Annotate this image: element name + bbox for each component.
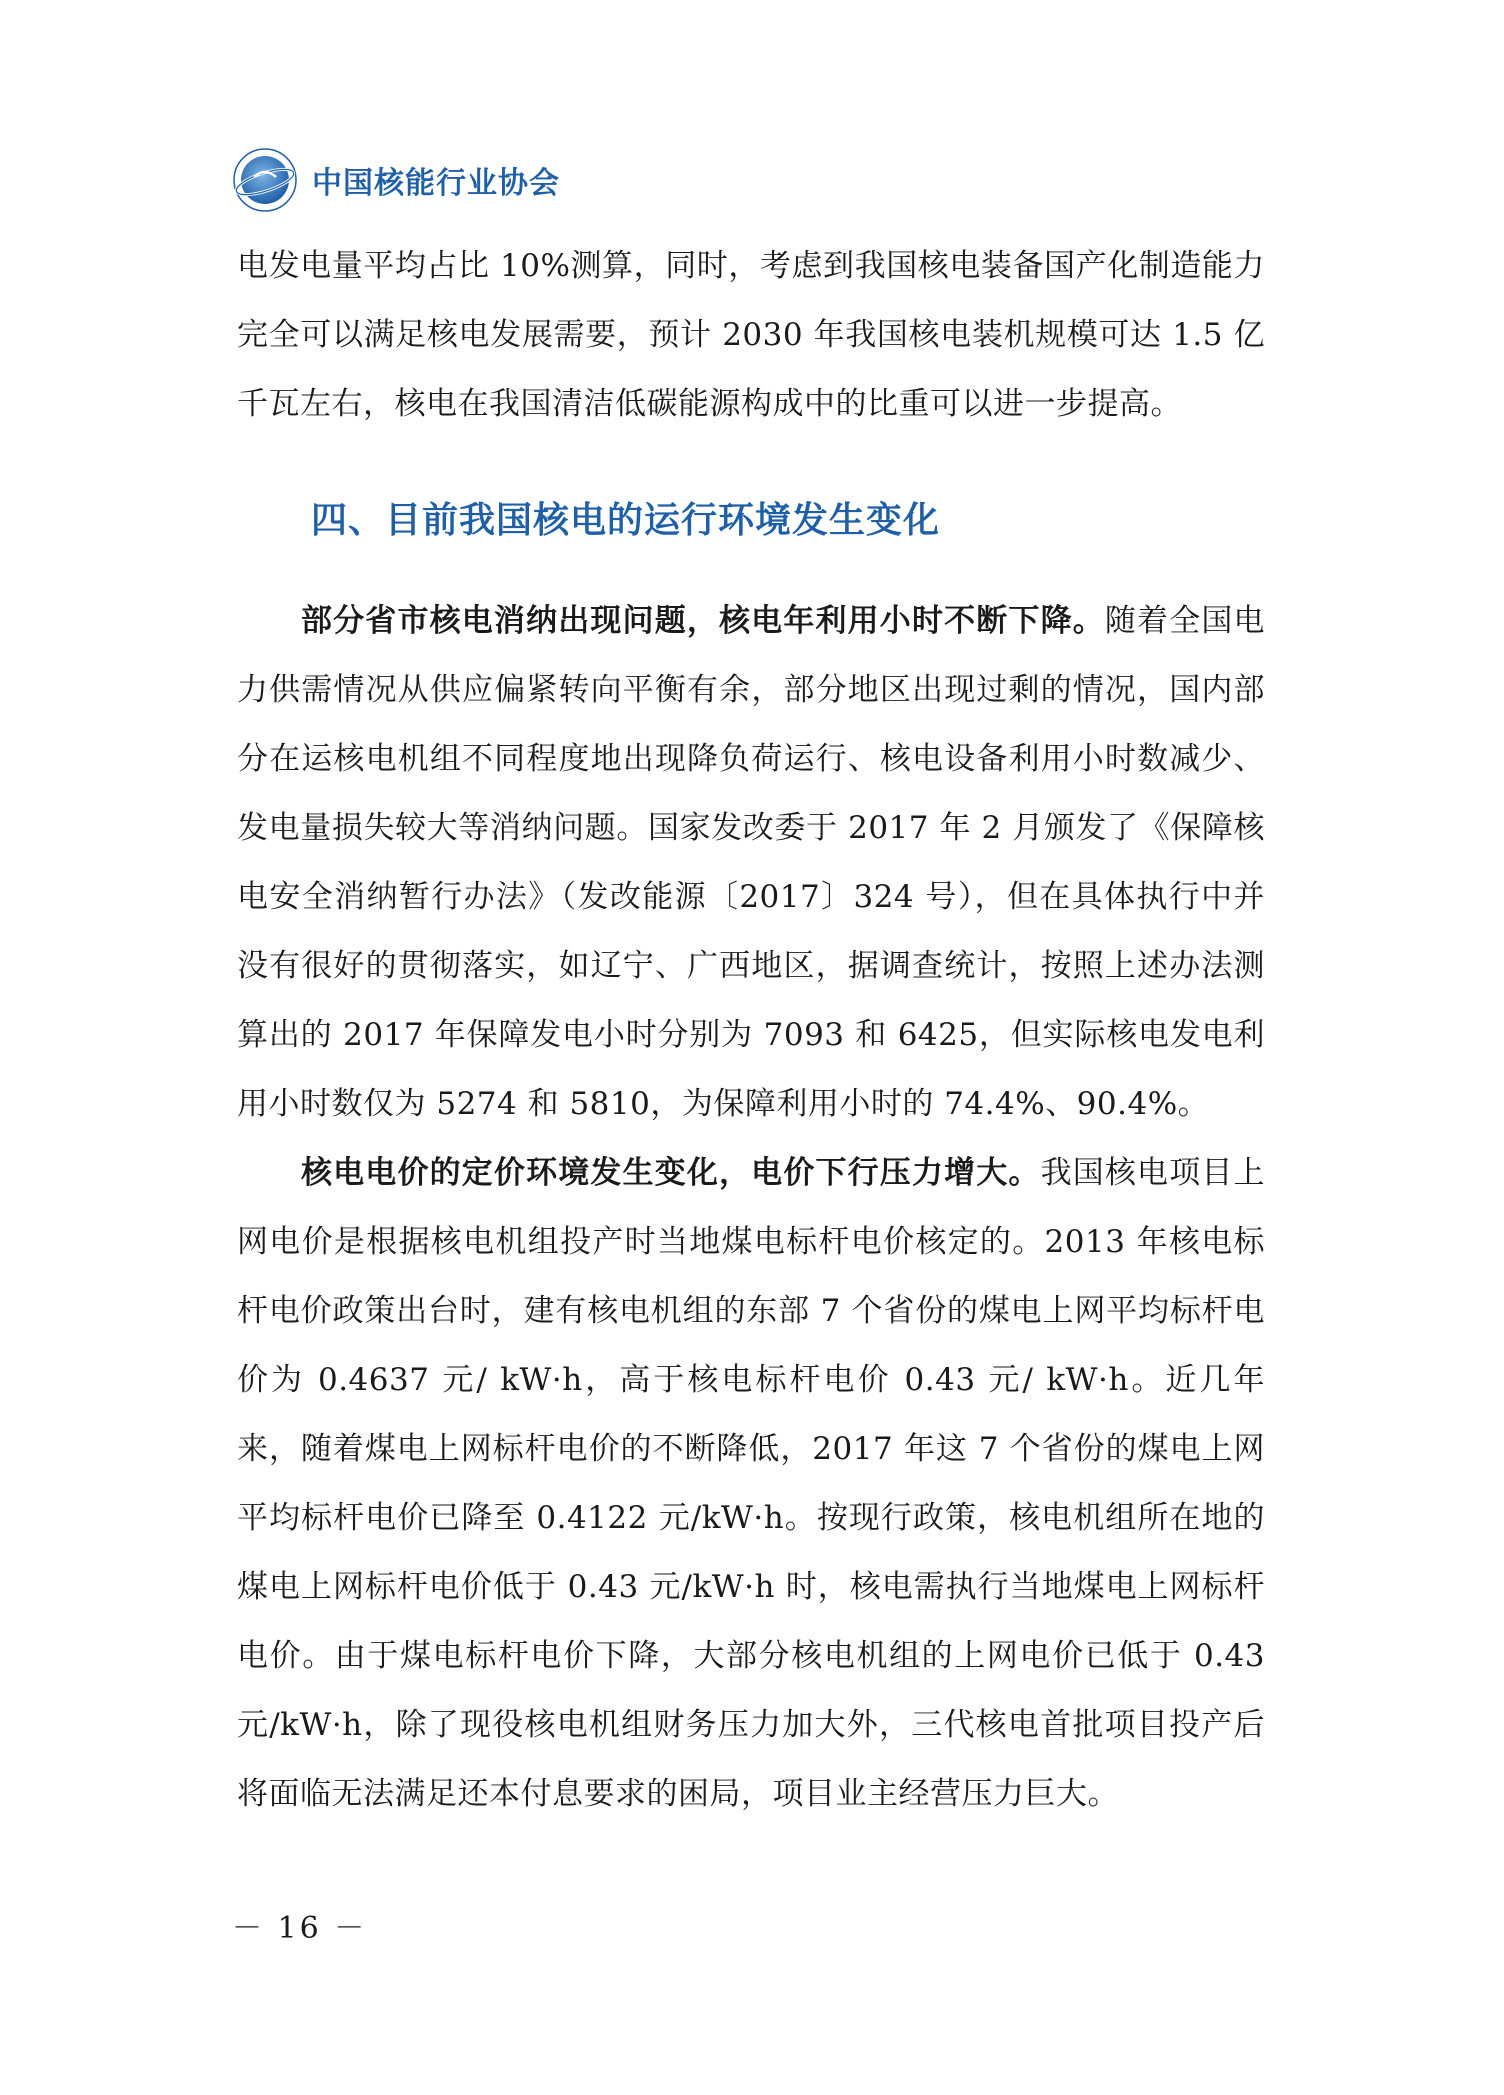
body-paragraph-pricing [237, 1139, 1265, 1829]
org-name: 中国核能行业协会 [312, 166, 560, 201]
page-number: － 16 － [232, 1911, 368, 1946]
paragraph-text: 随着全国电力供需情况从供应偏紧转向平衡有余，部分地区出现过剩的情况，国内部分在运核电机组不同程度地出现降负荷运行、核电设备利用小时数减少、发电量损失较大等消纳问题。国家发改委于 2017 年 2 月颁发了《保障核电安全消纳暂行办法》（发改能源〔2017〕324 号），但在具体执行中并没有很好的贯彻落实，如辽宁、广西地区，据调查统计，按照上述办法测算出的 2017 年保障发电小时分别为 7093 和 6425，但实际核电发电利用小时数仅为 5274 和 5810，为保障利用小时的 74.4%、90.4%。 [237, 603, 1266, 1122]
document-body [237, 232, 1265, 1829]
page-header [232, 140, 560, 220]
paragraph-lead: 核电电价的定价环境发生变化，电价下行压力增大。 [301, 1155, 1041, 1191]
body-paragraph-consumption [237, 587, 1265, 1139]
intro-paragraph: 电发电量平均占比 10%测算，同时，考虑到我国核电装备国产化制造能力完全可以满足核电发展需要，预计 2030 年我国核电装机规模可达 1.5 亿千瓦左右，核电在我国清洁低碳能源构成中的比重可以进一步提高。 [237, 248, 1265, 422]
section-heading: 四、目前我国核电的运行环境发生变化 [311, 500, 941, 541]
cnea-globe-logo-icon [232, 147, 298, 213]
paragraph-text: 我国核电项目上网电价是根据核电机组投产时当地煤电标杆电价核定的。2013 年核电标杆电价政策出台时，建有核电机组的东部 7 个省份的煤电上网平均标杆电价为 0.4637 元/ kW·h，高于核电标杆电价 0.43 元/ kW·h。近几年来，随着煤电上网标杆电价的不断降低，2017 年这 7 个省份的煤电上网平均标杆电价已降至 0.4122 元/kW·h。按现行政策，核电机组所在地的煤电上网标杆电价低于 0.43 元/kW·h 时，核电需执行当地煤电上网标杆电价。由于煤电标杆电价下降，大部分核电机组的上网电价已低于 0.43 元/kW·h，除了现役核电机组财务压力加大外，三代核电首批项目投产后将面临无法满足还本付息要求的困局，项目业主经营压力巨大。 [237, 1155, 1266, 1812]
paragraph-lead: 部分省市核电消纳出现问题，核电年利用小时不断下降。 [301, 603, 1105, 639]
